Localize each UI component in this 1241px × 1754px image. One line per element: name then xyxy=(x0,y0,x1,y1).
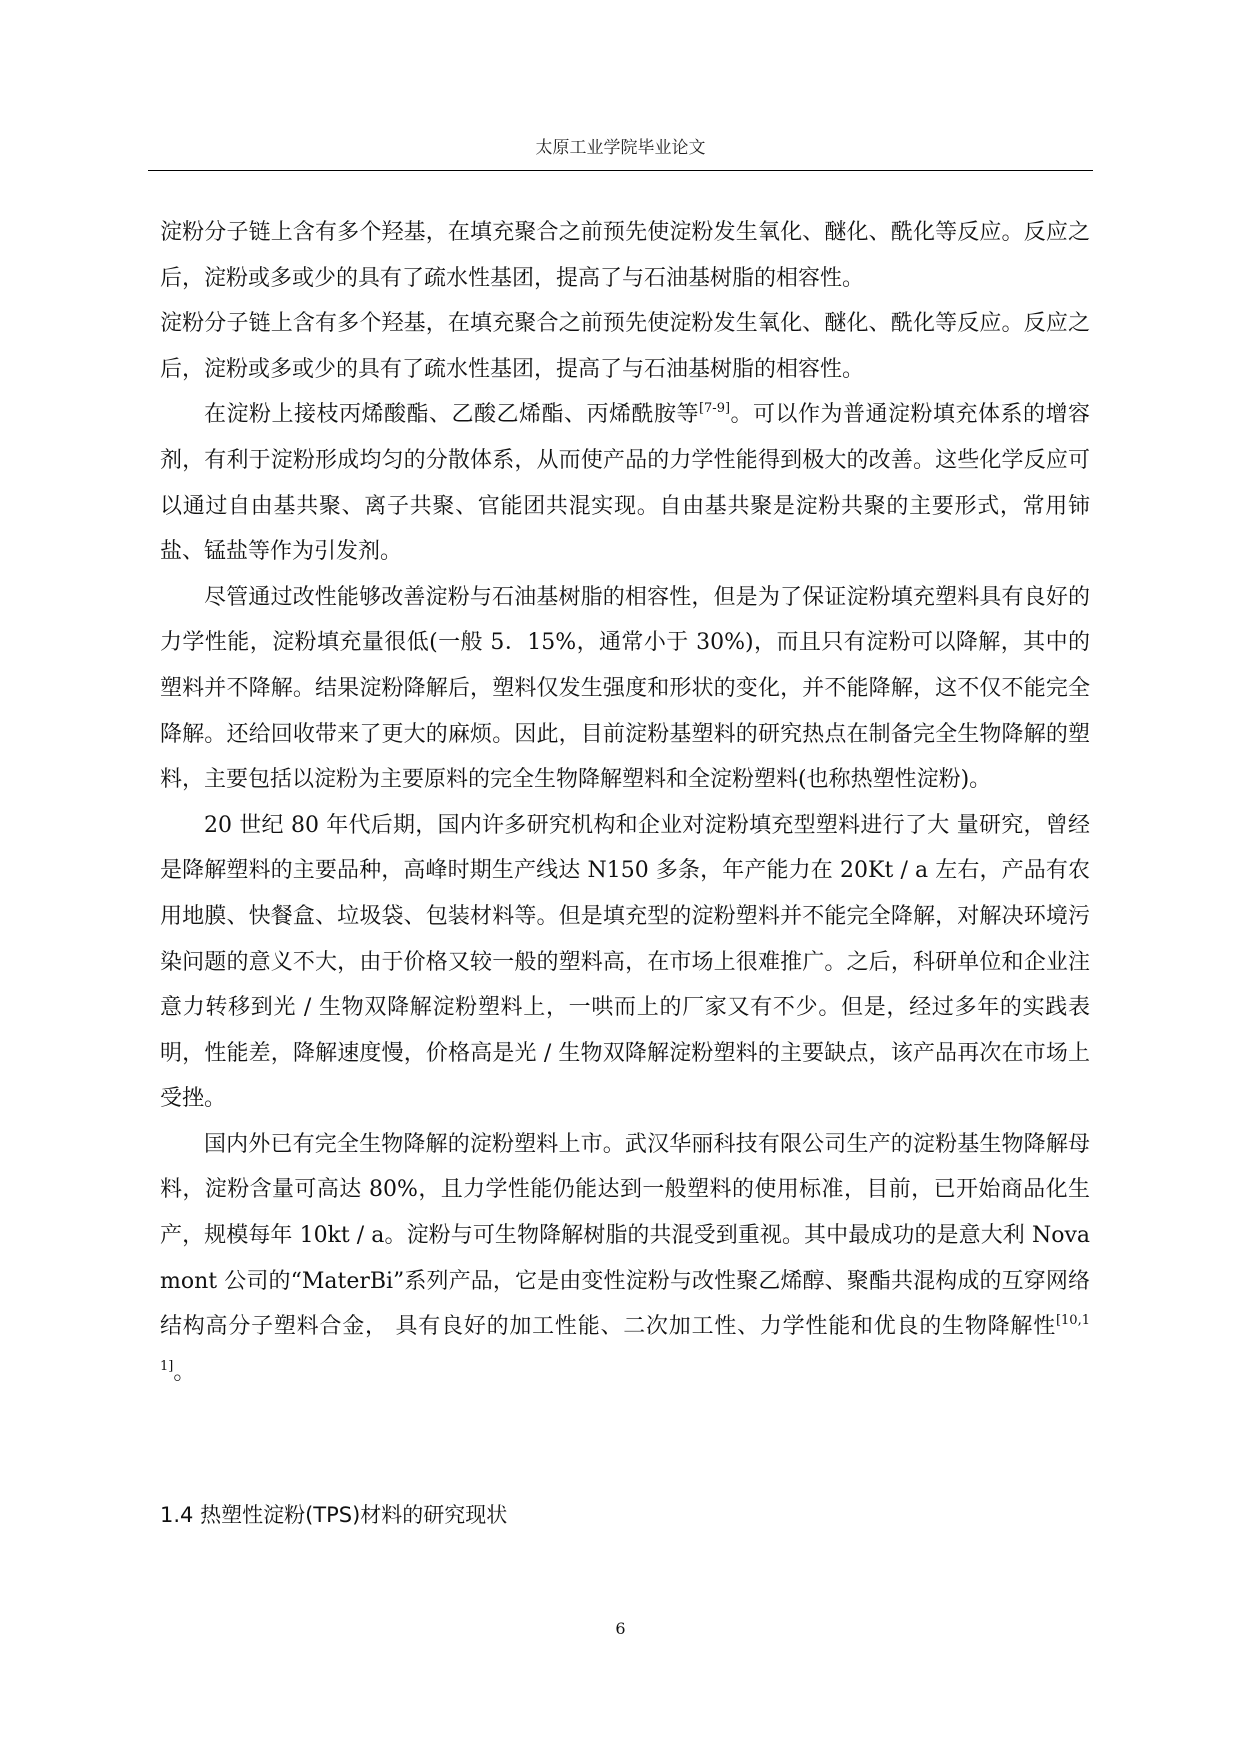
paragraph-5: 20 世纪 80 年代后期，国内许多研究机构和企业对淀粉填充型塑料进行了大 量研究，曾经是降解塑料的主要品种，高峰时期生产线达 N150 多条，年产能力在 20Kt / a 左右，产品有农用地膜、快餐盒、垃圾袋、包装材料等。但是填充型的淀粉塑料并不能完全降解，对解决环境污染问题的意义不大，由于价格又较一般的塑料高，在市场上很难推广。之后，科研单位和企业注意力转移到光 / 生物双降解淀粉塑料上，一哄而上的厂家又有不少。但是，经过多年的实践表明，性能差，降解速度慢，价格高是光 / 生物双降解淀粉塑料的主要缺点，该产品再次在市场上受挫。 xyxy=(160,812,1090,1112)
header-rule xyxy=(148,170,1093,171)
paragraph-6 xyxy=(160,1122,1090,1396)
paragraph-1: 淀粉分子链上含有多个羟基，在填充聚合之前预先使淀粉发生氧化、醚化、酰化等反应。反应之后，淀粉或多或少的具有了疏水性基团，提高了与石油基树脂的相容性。 xyxy=(160,220,1090,291)
section-heading: 1.4 热塑性淀粉(TPS)材料的研究现状 xyxy=(160,1503,508,1527)
page-header: 太原工业学院毕业论文 xyxy=(535,138,706,158)
page-number: 6 xyxy=(615,1619,626,1638)
paragraph-6-text-after: 。 xyxy=(173,1359,196,1385)
citation-10-11: [10,11] xyxy=(160,1313,1090,1374)
body-text xyxy=(160,210,1090,1395)
paragraph-3-text-before: 在淀粉上接枝丙烯酸酯、乙酸乙烯酯、丙烯酰胺等 xyxy=(204,402,699,428)
paragraph-3-text-after: 。可以作为普通淀粉填充体系的增容剂，有利于淀粉形成均匀的分散体系，从而使产品的力学性能得到极大的改善。这些化学反应可以通过自由基共聚、离子共聚、官能团共混实现。自由基共聚是淀粉共聚的主要形式，常用铈盐、锰盐等作为引发剂。 xyxy=(160,402,1090,565)
paragraph-4: 尽管通过改性能够改善淀粉与石油基树脂的相容性，但是为了保证淀粉填充塑料具有良好的力学性能，淀粉填充量很低(一般 5．15%，通常小于 30%)，而且只有淀粉可以降解，其中的塑料并不降解。结果淀粉降解后，塑料仅发生强度和形状的变化，并不能降解，这不仅不能完全降解。还给回收带来了更大的麻烦。因此，目前淀粉基塑料的研究热点在制备完全生物降解的塑料，主要包括以淀粉为主要原料的完全生物降解塑料和全淀粉塑料(也称热塑性淀粉)。 xyxy=(160,584,1090,793)
paragraph-3 xyxy=(160,392,1090,574)
paragraph-6-text-before: 国内外已有完全生物降解的淀粉塑料上市。武汉华丽科技有限公司生产的淀粉基生物降解母料，淀粉含量可高达 80%，且力学性能仍能达到一般塑料的使用标准，目前，已开始商品化生产，规模每年 10kt / a。淀粉与可生物降解树脂的共混受到重视。其中最成功的是意大利 Novamont 公司的“MaterBi”系列产品，它是由变性淀粉与改性聚乙烯醇、聚酯共混构成的互穿网络结构高分子塑料合金， 具有良好的加工性能、二次加工性、力学性能和优良的生物降解性 xyxy=(160,1131,1090,1340)
citation-7-9: [7-9] xyxy=(698,401,731,417)
paragraph-2: 淀粉分子链上含有多个羟基，在填充聚合之前预先使淀粉发生氧化、醚化、酰化等反应。反应之后，淀粉或多或少的具有了疏水性基团，提高了与石油基树脂的相容性。 xyxy=(160,311,1090,382)
